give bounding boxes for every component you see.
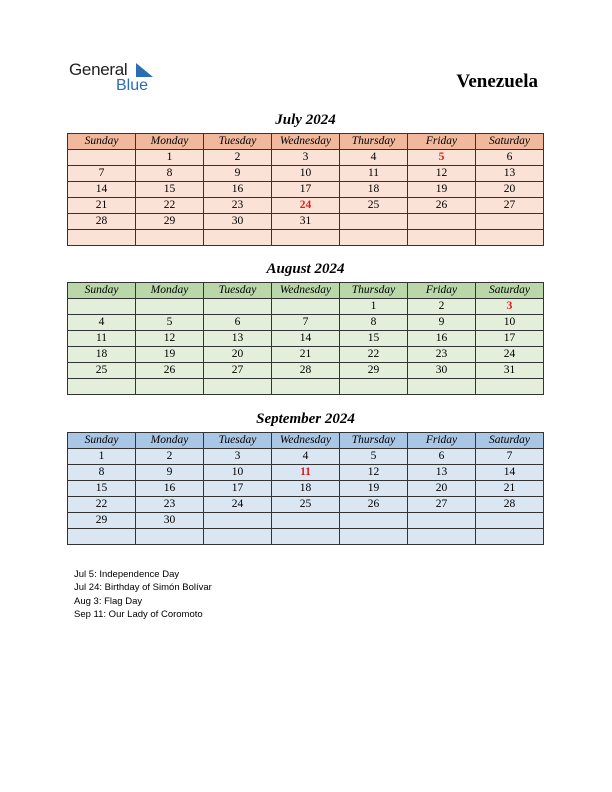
holiday-item: Jul 5: Independence Day xyxy=(74,569,180,580)
day-cell: 20 xyxy=(204,347,272,363)
day-cell: 20 xyxy=(476,182,544,198)
weekday-header: Wednesday xyxy=(272,283,340,299)
day-cell: 14 xyxy=(476,465,544,481)
day-cell: 22 xyxy=(68,497,136,513)
day-cell: 29 xyxy=(340,363,408,379)
day-cell xyxy=(204,513,272,529)
weekday-header: Monday xyxy=(136,134,204,150)
weekday-header: Sunday xyxy=(68,283,136,299)
day-cell: 12 xyxy=(408,166,476,182)
logo-word-general: General xyxy=(69,60,128,79)
week-row xyxy=(68,347,544,363)
week-row xyxy=(68,465,544,481)
day-cell: 4 xyxy=(340,150,408,166)
day-cell: 18 xyxy=(340,182,408,198)
weekday-header: Tuesday xyxy=(204,433,272,449)
weekday-header: Sunday xyxy=(68,134,136,150)
day-cell: 8 xyxy=(68,465,136,481)
day-cell xyxy=(272,299,340,315)
day-cell xyxy=(68,230,136,246)
day-cell: 16 xyxy=(408,331,476,347)
weekday-header: Tuesday xyxy=(204,283,272,299)
day-cell xyxy=(408,214,476,230)
day-cell: 21 xyxy=(476,481,544,497)
day-cell: 17 xyxy=(476,331,544,347)
day-cell: 7 xyxy=(68,166,136,182)
week-row xyxy=(68,166,544,182)
day-cell: 25 xyxy=(68,363,136,379)
day-cell: 22 xyxy=(136,198,204,214)
calendar-august xyxy=(67,282,544,395)
day-cell: 26 xyxy=(136,363,204,379)
day-cell: 12 xyxy=(340,465,408,481)
weekday-header: Friday xyxy=(408,283,476,299)
day-cell: 28 xyxy=(272,363,340,379)
week-row xyxy=(68,214,544,230)
day-cell: 23 xyxy=(204,198,272,214)
day-cell xyxy=(68,379,136,395)
day-cell: 29 xyxy=(136,214,204,230)
week-row xyxy=(68,315,544,331)
day-cell xyxy=(136,230,204,246)
month-title-july: July 2024 xyxy=(275,112,336,128)
day-cell: 28 xyxy=(476,497,544,513)
day-cell: 7 xyxy=(476,449,544,465)
weekday-header: Thursday xyxy=(340,433,408,449)
day-cell: 29 xyxy=(68,513,136,529)
day-cell xyxy=(408,230,476,246)
week-row xyxy=(68,379,544,395)
logo-word-blue: Blue xyxy=(116,77,149,94)
day-cell: 7 xyxy=(272,315,340,331)
day-cell xyxy=(408,529,476,545)
day-cell xyxy=(272,230,340,246)
day-cell: 3 xyxy=(204,449,272,465)
day-cell: 13 xyxy=(204,331,272,347)
day-cell xyxy=(340,230,408,246)
day-cell: 23 xyxy=(136,497,204,513)
day-cell: 26 xyxy=(408,198,476,214)
day-cell: 3 xyxy=(272,150,340,166)
week-row xyxy=(68,481,544,497)
day-cell: 18 xyxy=(272,481,340,497)
day-cell: 4 xyxy=(272,449,340,465)
day-cell xyxy=(408,513,476,529)
day-cell: 21 xyxy=(272,347,340,363)
day-cell: 9 xyxy=(136,465,204,481)
day-cell: 6 xyxy=(204,315,272,331)
day-cell xyxy=(272,513,340,529)
weekday-header: Friday xyxy=(408,134,476,150)
day-cell: 4 xyxy=(68,315,136,331)
day-cell: 2 xyxy=(136,449,204,465)
weekday-header: Tuesday xyxy=(204,134,272,150)
day-cell: 11 xyxy=(272,465,340,481)
day-cell: 31 xyxy=(272,214,340,230)
day-cell: 27 xyxy=(476,198,544,214)
day-cell: 10 xyxy=(476,315,544,331)
day-cell xyxy=(136,379,204,395)
week-row xyxy=(68,299,544,315)
day-cell xyxy=(136,529,204,545)
day-cell: 9 xyxy=(408,315,476,331)
day-cell xyxy=(408,379,476,395)
day-cell: 13 xyxy=(476,166,544,182)
day-cell: 27 xyxy=(204,363,272,379)
week-row xyxy=(68,529,544,545)
weekday-header: Saturday xyxy=(476,283,544,299)
day-cell: 1 xyxy=(68,449,136,465)
weekday-header-row xyxy=(68,134,544,150)
day-cell xyxy=(476,529,544,545)
day-cell: 2 xyxy=(408,299,476,315)
day-cell: 6 xyxy=(408,449,476,465)
day-cell: 25 xyxy=(340,198,408,214)
day-cell: 30 xyxy=(204,214,272,230)
day-cell xyxy=(68,150,136,166)
day-cell xyxy=(272,529,340,545)
day-cell: 21 xyxy=(68,198,136,214)
day-cell xyxy=(68,299,136,315)
day-cell: 10 xyxy=(272,166,340,182)
weekday-header: Saturday xyxy=(476,134,544,150)
day-cell: 25 xyxy=(272,497,340,513)
day-cell: 15 xyxy=(68,481,136,497)
weekday-header-row xyxy=(68,283,544,299)
day-cell: 3 xyxy=(476,299,544,315)
day-cell: 1 xyxy=(136,150,204,166)
logo-flag-icon xyxy=(134,62,154,78)
weekday-header: Thursday xyxy=(340,283,408,299)
day-cell: 1 xyxy=(340,299,408,315)
week-row xyxy=(68,331,544,347)
day-cell xyxy=(340,214,408,230)
day-cell: 2 xyxy=(204,150,272,166)
week-row xyxy=(68,497,544,513)
week-row xyxy=(68,230,544,246)
week-row xyxy=(68,150,544,166)
day-cell: 17 xyxy=(204,481,272,497)
day-cell xyxy=(204,529,272,545)
day-cell: 22 xyxy=(340,347,408,363)
day-cell: 14 xyxy=(68,182,136,198)
day-cell: 10 xyxy=(204,465,272,481)
day-cell: 19 xyxy=(136,347,204,363)
day-cell: 8 xyxy=(340,315,408,331)
day-cell: 18 xyxy=(68,347,136,363)
day-cell: 16 xyxy=(136,481,204,497)
day-cell: 28 xyxy=(68,214,136,230)
logo xyxy=(69,60,169,96)
weekday-header: Friday xyxy=(408,433,476,449)
day-cell: 27 xyxy=(408,497,476,513)
weekday-header: Wednesday xyxy=(272,134,340,150)
weekday-header: Wednesday xyxy=(272,433,340,449)
weekday-header: Monday xyxy=(136,433,204,449)
day-cell: 30 xyxy=(136,513,204,529)
day-cell: 8 xyxy=(136,166,204,182)
day-cell xyxy=(340,513,408,529)
weekday-header: Thursday xyxy=(340,134,408,150)
day-cell xyxy=(68,529,136,545)
week-row xyxy=(68,198,544,214)
holiday-item: Jul 24: Birthday of Simón Bolívar xyxy=(74,582,212,594)
day-cell: 5 xyxy=(340,449,408,465)
month-title-august: August 2024 xyxy=(266,261,345,277)
day-cell: 20 xyxy=(408,481,476,497)
day-cell xyxy=(476,214,544,230)
month-title-september: September 2024 xyxy=(256,411,355,427)
day-cell xyxy=(204,379,272,395)
day-cell: 13 xyxy=(408,465,476,481)
day-cell xyxy=(476,513,544,529)
day-cell xyxy=(340,529,408,545)
day-cell: 15 xyxy=(340,331,408,347)
day-cell: 24 xyxy=(272,198,340,214)
week-row xyxy=(68,449,544,465)
weekday-header: Monday xyxy=(136,283,204,299)
holiday-item: Aug 3: Flag Day xyxy=(74,595,143,607)
day-cell xyxy=(204,230,272,246)
weekday-header: Saturday xyxy=(476,433,544,449)
week-row xyxy=(68,513,544,529)
day-cell: 5 xyxy=(408,150,476,166)
day-cell: 23 xyxy=(408,347,476,363)
day-cell: 15 xyxy=(136,182,204,198)
day-cell: 6 xyxy=(476,150,544,166)
day-cell: 26 xyxy=(340,497,408,513)
day-cell: 24 xyxy=(204,497,272,513)
day-cell: 16 xyxy=(204,182,272,198)
day-cell: 12 xyxy=(136,331,204,347)
day-cell: 30 xyxy=(408,363,476,379)
day-cell: 11 xyxy=(68,331,136,347)
day-cell: 9 xyxy=(204,166,272,182)
day-cell: 31 xyxy=(476,363,544,379)
day-cell xyxy=(204,299,272,315)
calendar-september xyxy=(67,432,544,545)
weekday-header-row xyxy=(68,433,544,449)
day-cell xyxy=(476,230,544,246)
weekday-header: Sunday xyxy=(68,433,136,449)
day-cell: 24 xyxy=(476,347,544,363)
week-row xyxy=(68,182,544,198)
day-cell: 19 xyxy=(408,182,476,198)
day-cell: 19 xyxy=(340,481,408,497)
day-cell: 11 xyxy=(340,166,408,182)
week-row xyxy=(68,363,544,379)
holiday-item: Sep 11: Our Lady of Coromoto xyxy=(74,608,203,620)
country-title: Venezuela xyxy=(456,71,538,92)
day-cell: 5 xyxy=(136,315,204,331)
day-cell xyxy=(136,299,204,315)
day-cell: 14 xyxy=(272,331,340,347)
day-cell xyxy=(272,379,340,395)
day-cell xyxy=(476,379,544,395)
day-cell xyxy=(340,379,408,395)
calendar-july xyxy=(67,133,544,246)
holiday-list xyxy=(74,568,212,621)
day-cell: 17 xyxy=(272,182,340,198)
